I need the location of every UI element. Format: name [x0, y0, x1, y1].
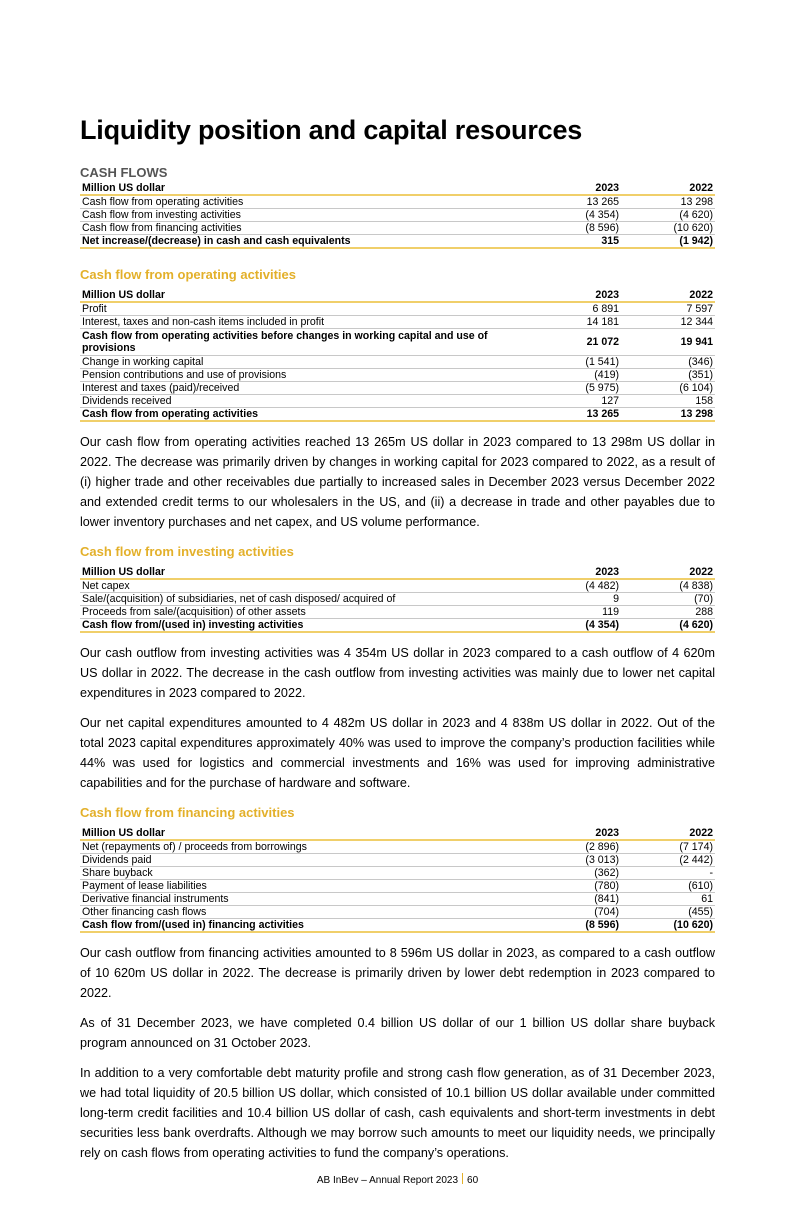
paragraph: Our cash outflow from investing activities was 4 354m US dollar in 2023 compared to a cash outflow of 4 620m US dollar in 2022. The decrease in the cash outflow from investing activities was mainly due to lower net capital expenditures in 2023 compared to 2022. [80, 646, 715, 700]
table-row [80, 854, 715, 867]
page-number: 60 [467, 1175, 479, 1186]
value-2022: - [621, 867, 715, 880]
row-label: Proceeds from sale/(acquisition) of other assets [80, 606, 537, 619]
value-2022: 2022 [621, 289, 715, 302]
value-2022: (4 620) [621, 619, 715, 633]
table-header [80, 289, 715, 302]
row-label: Derivative financial instruments [80, 893, 537, 906]
value-2023: 315 [537, 235, 621, 249]
row-label: Cash flow from operating activities [80, 195, 537, 209]
financing-text [80, 943, 715, 1163]
value-2023: (841) [537, 893, 621, 906]
value-2022: (4 838) [621, 579, 715, 593]
table-row [80, 222, 715, 235]
value-2023: (8 596) [537, 919, 621, 933]
footer-text: AB InBev – Annual Report 2023 [316, 1175, 459, 1186]
row-label: Payment of lease liabilities [80, 880, 537, 893]
value-2023: 9 [537, 593, 621, 606]
value-2022: 2022 [621, 566, 715, 579]
table-row [80, 579, 715, 593]
value-2022: 13 298 [621, 195, 715, 209]
financing-heading: Cash flow from financing activities [80, 805, 295, 820]
row-label: Cash flow from operating activities [80, 408, 537, 422]
table-row [80, 329, 715, 356]
value-2023: (704) [537, 906, 621, 919]
value-2022: (10 620) [621, 919, 715, 933]
value-2023: 13 265 [537, 408, 621, 422]
page-content [80, 0, 715, 1218]
page-title: Liquidity position and capital resources [80, 115, 583, 145]
value-2023: (419) [537, 369, 621, 382]
value-2023: 14 181 [537, 316, 621, 329]
row-label: Interest, taxes and non-cash items included in profit [80, 316, 537, 329]
value-2023: (4 354) [537, 209, 621, 222]
table-row [80, 302, 715, 316]
value-2023: (8 596) [537, 222, 621, 235]
value-2022: 2022 [621, 182, 715, 195]
table-row [80, 369, 715, 382]
row-label: Million US dollar [80, 182, 537, 195]
table-header [80, 182, 715, 195]
value-2022: (1 942) [621, 235, 715, 249]
value-2022: (455) [621, 906, 715, 919]
table [80, 566, 715, 633]
row-label: Change in working capital [80, 356, 537, 369]
value-2023: 2023 [537, 566, 621, 579]
row-label: Share buyback [80, 867, 537, 880]
value-2023: 13 265 [537, 195, 621, 209]
value-2022: 158 [621, 395, 715, 408]
table [80, 289, 715, 422]
table-row [80, 593, 715, 606]
table-row [80, 395, 715, 408]
financing-table [80, 827, 715, 933]
operating-heading: Cash flow from operating activities [80, 267, 296, 282]
footer-divider [462, 1173, 463, 1184]
row-label: Pension contributions and use of provisions [80, 369, 537, 382]
cash-flows-table [80, 182, 715, 249]
table-row [80, 606, 715, 619]
operating-text [80, 432, 715, 532]
value-2022: 7 597 [621, 302, 715, 316]
row-label: Cash flow from/(used in) financing activities [80, 919, 537, 933]
table-row [80, 906, 715, 919]
value-2022: (2 442) [621, 854, 715, 867]
paragraph: Our cash flow from operating activities reached 13 265m US dollar in 2023 compared to 13 298m US dollar in 2022. The decrease was primarily driven by changes in working capital for 2023 compared to 2022, as a result of (i) higher trade and other receivables due partially to increased sales in December 2023 versus December 2022 and extended credit terms to our wholesalers in the US, and (ii) a decrease in trade and other payables due to lower inventory purchases and net capex, and US volume performance. [80, 435, 715, 529]
row-label: Interest and taxes (paid)/received [80, 382, 537, 395]
value-2023: (4 482) [537, 579, 621, 593]
row-label: Profit [80, 302, 537, 316]
value-2023: (2 896) [537, 840, 621, 854]
table [80, 182, 715, 249]
table-row [80, 209, 715, 222]
investing-table [80, 566, 715, 633]
value-2022: (10 620) [621, 222, 715, 235]
row-label: Sale/(acquisition) of subsidiaries, net of cash disposed/ acquired of [80, 593, 537, 606]
value-2023: 2023 [537, 289, 621, 302]
row-label: Other financing cash flows [80, 906, 537, 919]
value-2022: 2022 [621, 827, 715, 840]
row-label: Million US dollar [80, 566, 537, 579]
row-label: Net increase/(decrease) in cash and cash equivalents [80, 235, 537, 249]
value-2023: 127 [537, 395, 621, 408]
value-2023: 119 [537, 606, 621, 619]
table-row [80, 316, 715, 329]
value-2023: 2023 [537, 827, 621, 840]
value-2022: 61 [621, 893, 715, 906]
cash-flows-heading: CASH FLOWS [80, 165, 168, 180]
table-row [80, 840, 715, 854]
value-2023: (780) [537, 880, 621, 893]
value-2022: (4 620) [621, 209, 715, 222]
table-row [80, 880, 715, 893]
value-2023: (5 975) [537, 382, 621, 395]
row-label: Cash flow from operating activities before changes in working capital and use of provisions [80, 329, 537, 356]
row-label: Million US dollar [80, 289, 537, 302]
table-header [80, 827, 715, 840]
table-row [80, 893, 715, 906]
paragraph: In addition to a very comfortable debt maturity profile and strong cash flow generation, as of 31 December 2023, we had total liquidity of 20.5 billion US dollar, which consisted of 10.1 billion US dollar available under committed long-term credit facilities and 10.4 billion US dollar of cash, cash equivalents and short-term investments in debt securities less bank overdrafts. Although we may borrow such amounts to meet our liquidity needs, we principally rely on cash flows from operating activities to fund the company’s operations. [80, 1066, 715, 1160]
value-2022: (346) [621, 356, 715, 369]
value-2023: (362) [537, 867, 621, 880]
row-label: Cash flow from financing activities [80, 222, 537, 235]
investing-heading: Cash flow from investing activities [80, 544, 294, 559]
table-row [80, 356, 715, 369]
operating-table [80, 289, 715, 422]
table-row [80, 867, 715, 880]
row-label: Net capex [80, 579, 537, 593]
value-2022: 13 298 [621, 408, 715, 422]
page-footer [80, 1173, 715, 1188]
row-label: Dividends paid [80, 854, 537, 867]
table-total-row [80, 919, 715, 933]
value-2022: 19 941 [621, 329, 715, 356]
table-row [80, 382, 715, 395]
row-label: Cash flow from investing activities [80, 209, 537, 222]
value-2023: 2023 [537, 182, 621, 195]
table-header [80, 566, 715, 579]
value-2022: (7 174) [621, 840, 715, 854]
investing-text [80, 643, 715, 793]
row-label: Million US dollar [80, 827, 537, 840]
value-2023: (3 013) [537, 854, 621, 867]
value-2022: 288 [621, 606, 715, 619]
table-total-row [80, 235, 715, 249]
value-2022: (6 104) [621, 382, 715, 395]
paragraph: Our cash outflow from financing activities amounted to 8 596m US dollar in 2023, as compared to a cash outflow of 10 620m US dollar in 2022. The decrease is primarily driven by lower debt redemption in 2023 compared to 2022. [80, 946, 715, 1000]
table [80, 827, 715, 933]
paragraph: Our net capital expenditures amounted to 4 482m US dollar in 2023 and 4 838m US dollar in 2022. Out of the total 2023 capital expenditures approximately 40% was used to improve the company’s production facilities while 44% was used for logistics and commercial investments and 16% was used for improving administrative capabilities and for the purchase of hardware and software. [80, 716, 715, 790]
value-2023: 6 891 [537, 302, 621, 316]
row-label: Dividends received [80, 395, 537, 408]
value-2022: (610) [621, 880, 715, 893]
value-2023: (4 354) [537, 619, 621, 633]
row-label: Net (repayments of) / proceeds from borrowings [80, 840, 537, 854]
value-2022: (351) [621, 369, 715, 382]
value-2023: (1 541) [537, 356, 621, 369]
table-row [80, 195, 715, 209]
value-2023: 21 072 [537, 329, 621, 356]
table-total-row [80, 619, 715, 633]
paragraph: As of 31 December 2023, we have completed 0.4 billion US dollar of our 1 billion US dollar share buyback program announced on 31 October 2023. [80, 1016, 715, 1050]
value-2022: (70) [621, 593, 715, 606]
row-label: Cash flow from/(used in) investing activities [80, 619, 537, 633]
value-2022: 12 344 [621, 316, 715, 329]
table-total-row [80, 408, 715, 422]
